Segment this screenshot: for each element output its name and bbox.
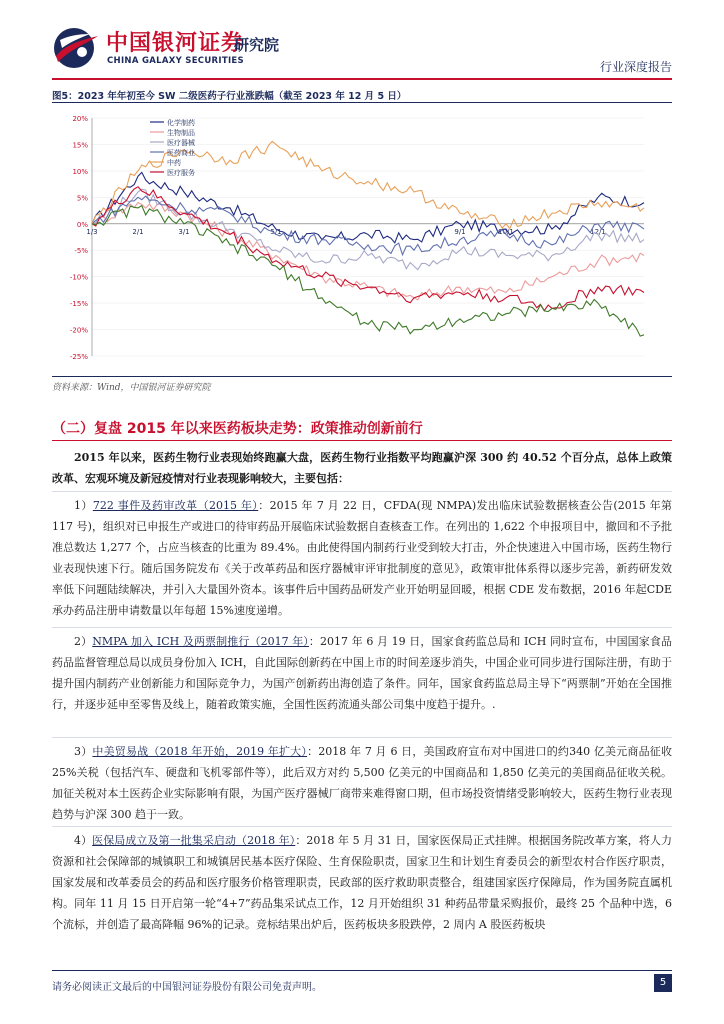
legend-label: 医疗服务 (167, 169, 195, 177)
paragraph-1-heading: 722 事件及药审改革（2015 年） (92, 499, 259, 512)
paragraph-divider (52, 627, 672, 628)
galaxy-logo-icon (52, 26, 100, 70)
paragraph-divider (52, 491, 672, 492)
series-line (92, 206, 644, 336)
y-tick-label: -15% (69, 300, 88, 309)
series-line (92, 187, 644, 311)
paragraph-1-text: ：2015 年 7 月 22 日，CFDA(现 NMPA)发出临床试验数据核查公告(2015 年第 117 号)，组织对已申报生产或进口的待审药品开展临床试验数据自查核查工作。在列出的 1,622 个申报项目中，撤回和不予批准总数达 1,277 个，占应当核查的比重为 89.4%。由此使得国内制药行业受到较大打击，外企快速进入中国市场，医药生物行业表现快速下行。随后国务院发布《关于改革药品和医疗器械审评审批制度的意见》，政策审批体系得以逐步完善，新药研发效率低下问题陆续解决，并引入大量国外资本。该事件后中国药品研发产业开始明显回暖，根据 CDE 发布数据，2016 年起CDE 承办药品注册申请数量以年每超 15%速度递增。 (52, 499, 673, 617)
x-tick-label: 10/1 (498, 227, 514, 236)
y-tick-label: -10% (69, 273, 88, 282)
header-divider (52, 78, 672, 80)
paragraph-4-number: 4） (74, 834, 93, 847)
x-tick-label: 5/1 (270, 227, 282, 236)
legend-label: 生物制品 (167, 129, 195, 137)
paragraph-4 (52, 830, 672, 935)
paragraph-3-heading: 中美贸易战（2018 年开始，2019 年扩大） (92, 745, 308, 758)
series-line (92, 189, 644, 269)
y-tick-label: 15% (72, 141, 88, 150)
y-tick-label: 20% (72, 115, 88, 123)
paragraph-divider (52, 826, 672, 827)
paragraph-4-text: ：2018 年 5 月 31 日，国家医保局正式挂牌。根据国务院改革方案，将人力资源和社会保障部的城镇职工和城镇居民基本医疗保险、生育保险职责，国家卫生和计划生育委员会的新型农村合作医疗职责，国家发展和改革委员会的药品和医疗服务价格管理职责，民政部的医疗救助职责整合，组建国家医疗保障局，作为国务院直属机构。同年 11 月 15 日开启第一轮“4+7”药品集采试点工作，12 月开始组织 31 种药品带量采购报价，最终 25 个品种中选，6个流标，并创造了最高降幅 96%的记录。竞标结果出炉后，医药板块多股跌停，2 周内 A 股医药板块 (52, 834, 672, 931)
legend-label: 化学制药 (167, 119, 195, 127)
page-number: 5 (654, 974, 672, 992)
y-axis-ticks (70, 115, 88, 361)
report-type-label: 行业深度报告 (599, 60, 672, 74)
paragraph-2 (52, 631, 672, 715)
y-tick-label: 0% (76, 220, 88, 229)
paragraph-2-text: ：2017 年 6 月 19 日，国家食药监总局和 ICH 同时宣布，中国国家食品药品监督管理总局以成员身份加入 ICH，自此国际创新药在中国上市的时间差逐步消失，中国企业可同步进行国际注册，有助于提升国内制药产业创新能力和国际竞争力，为国产创新药出海创造了条件。同年，国家食药监总局主导下“两票制”开始在全国推行，并逐步延申至零售及线上，随着政策实施，全国性医药流通头部公司集中度趋于提升。. (52, 635, 673, 711)
page-header (52, 22, 672, 80)
paragraph-3 (52, 741, 672, 825)
y-tick-label: -20% (69, 326, 88, 335)
figure-title-divider (52, 102, 672, 103)
paragraph-1 (52, 495, 672, 621)
series-line (92, 172, 644, 242)
intro-paragraph: 2015 年以来，医药生物行业表现始终跑赢大盘，医药生物行业指数平均跑赢沪深 300 约 40.52 个百分点，总体上政策改革、宏观环境及新冠疫情对行业表现影响较大，主要包括： (52, 451, 672, 485)
series-line (92, 203, 644, 300)
footer-disclaimer: 请务必阅读正文最后的中国银河证券股份有限公司免责声明。 (52, 982, 322, 993)
paragraph-4-heading: 医保局成立及第一批集采启动（2018 年） (92, 834, 296, 847)
figure-source: 资料来源：Wind，中国银河证券研究院 (52, 383, 211, 393)
brand-subtitle: 研究院 (234, 36, 280, 54)
section-divider (52, 440, 672, 441)
x-tick-label: 12/1 (590, 227, 606, 236)
x-tick-label: 3/1 (178, 227, 190, 236)
paragraph-2-heading: NMPA 加入 ICH 及两票制推行（2017 年） (92, 635, 309, 648)
paragraph-2-number: 2） (74, 635, 93, 648)
x-tick-label: 1/3 (86, 227, 98, 236)
y-tick-label: -25% (69, 353, 88, 361)
legend-label: 医药商业 (167, 149, 195, 157)
y-tick-label: 10% (72, 167, 88, 176)
figure-title: 图5：2023 年年初至今 SW 二级医药子行业涨跌幅（截至 2023 年 12 月 5 日） (52, 91, 407, 102)
x-tick-label: 9/1 (454, 227, 466, 236)
footer-divider (52, 970, 672, 971)
chart-legend (150, 118, 195, 177)
subsector-performance-chart (52, 106, 672, 372)
brand-name-cn: 中国银河证券 (106, 31, 245, 56)
brand-name-en: CHINA GALAXY SECURITIES (107, 56, 244, 66)
y-tick-label: -5% (74, 247, 88, 256)
series-line (92, 196, 644, 255)
paragraph-divider (52, 737, 672, 738)
y-tick-label: 5% (76, 194, 88, 203)
legend-label: 中药 (167, 159, 181, 167)
legend-label: 医疗器械 (167, 139, 195, 147)
x-axis-ticks (86, 228, 606, 236)
section-title: （二）复盘 2015 年以来医药板块走势：政策推动创新前行 (52, 421, 423, 437)
paragraph-3-number: 3） (74, 745, 93, 758)
source-divider (52, 376, 672, 377)
paragraph-3-text: ：2018 年 7 月 6 日，美国政府宣布对中国进口的约340 亿美元商品征收 25%关税（包括汽车、硬盘和飞机零部件等），此后双方对约 5,500 亿美元的中国商品和 1,850 亿美元的美国商品征收关税。加征关税对本土医药企业实际影响有限，为国产医疗器械厂商带来难得窗口期，但市场投资情绪受影响较大，医药生物行业表现趋势与沪深 300 趋于一致。 (52, 745, 673, 821)
paragraph-1-number: 1） (74, 499, 93, 512)
x-tick-label: 2/1 (132, 227, 144, 236)
